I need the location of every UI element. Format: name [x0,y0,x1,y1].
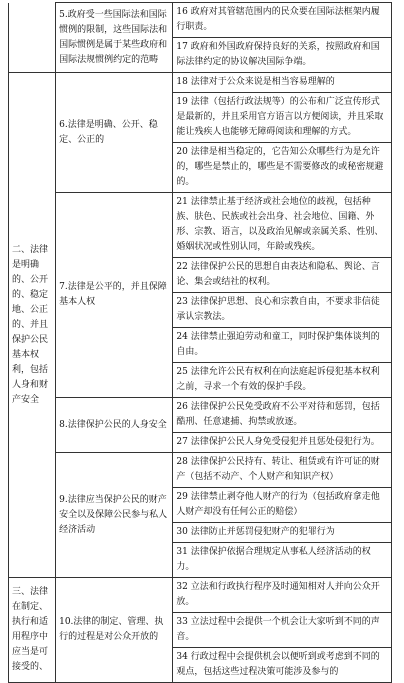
principle-cell: 5.政府受一些国际法和国际惯例的限制，这些国际法和国际惯例是属于某些政府和国际法规惯例约定的范畴 [56,3,173,73]
section-cell-blank [9,3,56,73]
indicator-cell: 27 法律保护公民人身免受侵犯并且惩处侵犯行为。 [173,433,392,453]
indicator-cell: 25 法律允许公民有权利在向法庭起诉侵犯基本权利之前，寻求一个有效的保护手段。 [173,363,392,398]
table-row [9,398,392,433]
indicator-cell: 26 法律保护公民免受政府不公平对待和惩罚，包括酷刑、任意逮捕、拘禁或放逐。 [173,398,392,433]
indicator-cell: 21 法律禁止基于经济或社会地位的歧视，包括种族、肤色、民族或社会出身、社会地位、国籍、外形、宗教、语言，以及政治见解或亲属关系、性别、婚姻状况或性别认同，年龄或残疾。 [173,193,392,258]
section-cell: 三、法律在制定、执行和适用程序中应当是可接受的、 [9,578,56,683]
indicator-cell: 16 政府对其管辖范围内的民众要在国际法框架内履行职责。 [173,3,392,38]
table-row [9,578,392,613]
table-row [9,3,392,38]
indicator-cell: 24 法律禁止强迫劳动和童工，同时保护集体谈判的自由。 [173,328,392,363]
section-cell: 二、法律是明确的、公开的、稳定地、公正的、并且保护公民基本权利，包括人身和财产安全 [9,73,56,578]
principle-cell: 7.法律是公平的，并且保障基本人权 [56,193,173,398]
indicator-cell: 23 法律保护思想、良心和宗教自由，不要求非信徒承认宗教法。 [173,293,392,328]
indicator-cell: 33 立法过程中会提供一个机会让大家听到不同的声音。 [173,613,392,648]
indicator-cell: 20 法律是相当稳定的，它告知公众哪些行为是允许的，哪些是禁止的，哪些是不需要修改的或秘密规避的。 [173,143,392,193]
indicator-cell: 29 法律禁止剥夺他人财产的行为（包括政府拿走他人财产却没有任何公正的赔偿） [173,488,392,523]
indicator-cell: 34 行政过程中会提供机会以便听到或考虑到不同的观点，包括这些过程决策可能涉及参与的 [173,648,392,683]
table-row [9,73,392,93]
indicator-cell: 28 法律保护公民持有、转让、租赁或有许可证的财产（包括不动产、个人财产和知识产权） [173,453,392,488]
table-row [9,453,392,488]
indicator-cell: 32 立法和行政执行程序及时通知相对人并向公众开放。 [173,578,392,613]
indicator-cell: 31 法律保护依据合理规定从事私人经济活动的权力。 [173,543,392,578]
principle-cell: 9.法律应当保护公民的财产安全以及保障公民参与私人经济活动 [56,453,173,578]
indicator-cell: 19 法律（包括行政法规等）的公布和广泛宣传形式是最新的，并且采用官方语言以方便阅读，并且采取能让残疾人也能够无障碍阅读和理解的方式。 [173,93,392,143]
principle-cell: 10.法律的制定、管理、执行的过程是对公众开放的 [56,578,173,683]
indicator-cell: 17 政府和外国政府保持良好的关系，按照政府和国际法律约定的协议解决国际争端。 [173,38,392,73]
indicator-cell: 18 法律对于公众来说是相当容易理解的 [173,73,392,93]
principle-cell: 8.法律保护公民的人身安全 [56,398,173,453]
law-criteria-table [8,2,392,683]
indicator-cell: 22 法律保护公民的思想自由表达和隐私、舆论、言论、集会或结社的权利。 [173,258,392,293]
indicator-cell: 30 法律防止并惩罚侵犯财产的犯罪行为 [173,523,392,543]
table-row [9,193,392,258]
principle-cell: 6.法律是明确、公开、稳定、公正的 [56,73,173,193]
